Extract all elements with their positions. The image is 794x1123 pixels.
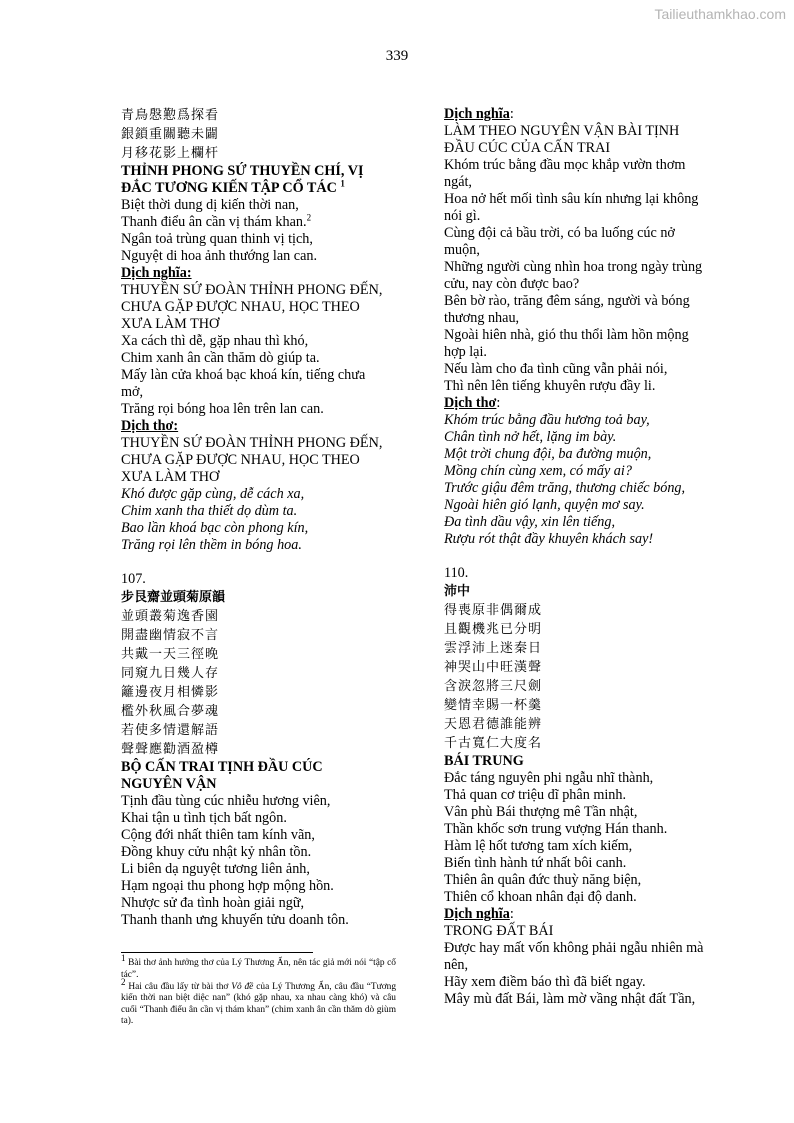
- han-line: 同窺九日幾人存: [121, 666, 220, 681]
- han-line: 若使多情還解語: [121, 723, 220, 738]
- poem-line: Ngân toả trùng quan thinh vị tịch,: [121, 231, 313, 247]
- footnote-marker: 2: [121, 976, 126, 987]
- verse-line: Khó được gặp cùng, dễ cách xa,: [121, 486, 305, 502]
- footnote-marker: 1: [121, 953, 126, 963]
- translation-line: Những người cùng nhìn hoa trong ngày trùng: [444, 259, 703, 275]
- poem-line: Vân phù Bái thượng mê Tần nhật,: [444, 804, 638, 820]
- translation-line: nên,: [444, 957, 469, 973]
- poem-number: 110.: [444, 565, 469, 581]
- poem-line-text: Thanh điểu ân cần vị thám khan.: [121, 214, 307, 230]
- poem-line: Hàm lệ hốt tương tam xích kiếm,: [444, 838, 633, 854]
- translation-line: ngát,: [444, 174, 472, 190]
- footnote-text: Hai câu đầu lấy từ bài thơ: [128, 982, 229, 993]
- translation-line: Khóm trúc bằng đầu mọc khắp vườn thơm: [444, 157, 686, 173]
- translation-line: nói gì.: [444, 208, 481, 224]
- spacer: [121, 554, 396, 571]
- translation-line: Cùng đội cả bầu trời, có ba luống cúc nở: [444, 225, 675, 241]
- translation-line: cửu, nay còn được bao?: [444, 276, 580, 292]
- verse-line: Trăng rọi lên thềm in bóng hoa.: [121, 537, 302, 553]
- han-line: 青鳥慇懃爲探看: [121, 108, 220, 123]
- poem-title-line: BỘ CẤN TRAI TỊNH ĐẦU CÚC: [121, 759, 323, 775]
- han-line: 並頭叢菊逸香園: [121, 609, 220, 624]
- translation-line: Ngoài hiên nhà, gió thu thổi làm hồn mộng: [444, 327, 689, 343]
- spacer: [444, 548, 746, 565]
- translation-line: muộn,: [444, 242, 480, 258]
- verse-line: Một trời chung đội, ba đường muộn,: [444, 446, 652, 462]
- translation-line: Chim xanh ân cần thăm dò giúp ta.: [121, 350, 320, 366]
- poem-line: Đồng khuy cửu nhật kỷ nhân tồn.: [121, 844, 312, 860]
- han-line: 雲浮沛上迷秦日: [444, 641, 543, 656]
- han-line: 含淚忽將三尺劍: [444, 679, 543, 694]
- poem-line: Đắc táng nguyên phi ngẫu nhĩ thành,: [444, 770, 654, 786]
- poem-line: Khai tận u tình tịch bất ngôn.: [121, 810, 287, 826]
- poem-line: Thần khốc sơn trung vượng Hán thanh.: [444, 821, 668, 837]
- han-title: 沛中: [444, 584, 471, 599]
- poem-line: Cộng đới nhất thiên tam kính vãn,: [121, 827, 315, 843]
- verse-line: Đa tình dầu vậy, xin lên tiếng,: [444, 514, 616, 530]
- translation-line: Mấy làn cửa khoá bạc khoá kín, tiếng chưa: [121, 367, 366, 383]
- translation-line: Bên bờ rào, trăng đêm sáng, người và bóng: [444, 293, 690, 309]
- han-line: 神哭山中旺漢聲: [444, 660, 543, 675]
- poem-title-line: BÁI TRUNG: [444, 753, 524, 769]
- han-title: 步艮齋並頭菊原韻: [121, 590, 226, 605]
- translation-title-line: TRONG ĐẤT BÁI: [444, 923, 554, 939]
- poem-line: Biến tình hành tứ nhất bôi canh.: [444, 855, 627, 871]
- verse-line: Mồng chín cùng xem, có mấy ai?: [444, 463, 632, 479]
- section-label-text: Dịch nghĩa: [444, 906, 510, 922]
- footnote-ref-1[interactable]: 1: [340, 178, 345, 189]
- section-label-text: Dịch nghĩa: [444, 106, 510, 122]
- translation-line: mở,: [121, 384, 144, 400]
- translation-line: thương nhau,: [444, 310, 520, 326]
- han-line: 聲聲應勸酒盈樽: [121, 742, 220, 757]
- han-line: 銀鎖重關聽未闢: [121, 127, 220, 142]
- translation-line: Thì nên lên tiếng khuyên rượu đầy li.: [444, 378, 656, 394]
- translation-line: Xa cách thì dễ, gặp nhau thì khó,: [121, 333, 309, 349]
- section-label-dich-nghia: [444, 906, 746, 923]
- translation-line: Hãy xem điềm báo thì đã biết ngay.: [444, 974, 646, 990]
- poem-line: Tịnh đầu tùng cúc nhiễu hương viên,: [121, 793, 331, 809]
- section-label-dich-nghia: Dịch nghĩa:: [121, 265, 192, 281]
- translation-title-line: CHƯA GẶP ĐƯỢC NHAU, HỌC THEO: [121, 299, 360, 315]
- han-line: 月移花影上欄杆: [121, 146, 220, 161]
- page-number: 339: [385, 48, 409, 64]
- label-colon: :: [496, 395, 501, 411]
- poem-line: Thanh thanh ưng khuyến tửu doanh tôn.: [121, 912, 349, 928]
- han-line: 開盡幽情寂不言: [121, 628, 220, 643]
- han-line: 千古寬仁大度名: [444, 736, 543, 751]
- verse-line: Chân tình nở hết, lặng im bày.: [444, 429, 617, 445]
- poem-line: Nhược sử đa tình hoàn giải ngữ,: [121, 895, 305, 911]
- footnote-ref-2[interactable]: 2: [306, 212, 312, 223]
- translation-line: Được hay mất vốn không phải ngẫu nhiên mà: [444, 940, 704, 956]
- han-line: 共戴一天三徑晚: [121, 647, 220, 662]
- poem-line: Thả quan cơ triệu dĩ phân minh.: [444, 787, 627, 803]
- label-colon: :: [509, 906, 514, 922]
- translation-line: Hoa nở hết mối tình sâu kín nhưng lại không: [444, 191, 699, 207]
- verse-line: Trước giậu đêm trăng, thương chiếc bóng,: [444, 480, 686, 496]
- han-line: 變情幸賜一杯羹: [444, 698, 543, 713]
- poem-line: Nguyệt di hoa ảnh thướng lan can.: [121, 248, 318, 264]
- poem-line: Li biên dạ nguyệt tương liên ảnh,: [121, 861, 310, 877]
- footnotes: [121, 953, 397, 1029]
- translation-line: Nếu làm cho đa tình cũng vẫn phải nói,: [444, 361, 668, 377]
- poem-title-line: NGUYÊN VẬN: [121, 776, 217, 792]
- translation-line: Trăng rọi bóng hoa lên trên lan can.: [121, 401, 324, 417]
- verse-title-line: THUYỀN SỨ ĐOÀN THỈNH PHONG ĐẾN,: [121, 435, 383, 451]
- poem-line: Thiên cổ khoan nhân đại độ danh.: [444, 889, 637, 905]
- poem-title-line: [121, 180, 396, 197]
- han-line: 且觀機兆已分明: [444, 622, 543, 637]
- footnote-text: của Lý Thương Ẩn, câu đầu “Tương kiến thời nan biệt diệc nan” (khó gặp nhau, xa nhau càng khó) và câu cuối “Thanh điểu ân cần vị thám khan” (chim xanh ân cần thăm dò giùm ta).: [121, 982, 397, 1027]
- verse-line: Rượu rót thật đầy khuyên khách say!: [444, 531, 654, 547]
- section-label-dich-tho: [444, 395, 746, 412]
- label-colon: :: [509, 106, 514, 122]
- verse-line: Chim xanh tha thiết dọ dùm ta.: [121, 503, 298, 519]
- translation-title-line: THUYỀN SỨ ĐOÀN THỈNH PHONG ĐẾN,: [121, 282, 383, 298]
- verse-title-line: XƯA LÀM THƠ: [121, 469, 220, 485]
- poem-line: Thiên ân quân đức thuỳ năng biện,: [444, 872, 642, 888]
- section-label-dich-nghia: [444, 106, 746, 123]
- translation-title-line: ĐẦU CÚC CỦA CẤN TRAI: [444, 140, 611, 156]
- left-column: [121, 106, 396, 929]
- footnote-rule: [121, 952, 313, 953]
- poem-title-line: THỈNH PHONG SỨ THUYỀN CHÍ, VỊ: [121, 163, 364, 179]
- right-column: [444, 106, 746, 1008]
- translation-line: hợp lại.: [444, 344, 487, 360]
- poem-title-text: ĐẮC TƯƠNG KIẾN TẬP CỔ TÁC: [121, 180, 337, 196]
- han-line: 得喪原非偶爾成: [444, 603, 543, 618]
- footnote-2: [121, 976, 397, 1028]
- footnote-cited-title: Vô đề: [231, 982, 254, 993]
- verse-line: Ngoài hiên gió lạnh, quyện mơ say.: [444, 497, 645, 513]
- section-label-text: Dịch thơ: [444, 395, 497, 411]
- verse-line: Khóm trúc bằng đầu hương toả bay,: [444, 412, 650, 428]
- poem-number: 107.: [121, 571, 146, 587]
- poem-line: Hạm ngoại thu phong hợp mộng hồn.: [121, 878, 334, 894]
- footnote-text: Bài thơ ảnh hưởng thơ của Lý Thương Ẩn, nên tác giả mới nói “tập cổ tác”.: [121, 958, 396, 980]
- translation-title-line: LÀM THEO NGUYÊN VẬN BÀI TỊNH: [444, 123, 680, 139]
- translation-line: Mây mù đất Bái, làm mờ vầng nhật đất Tần,: [444, 991, 696, 1007]
- verse-line: Bao lần khoá bạc còn phong kín,: [121, 520, 309, 536]
- han-line: 籬邊夜月相憐影: [121, 685, 220, 700]
- han-line: 檻外秋風合夢魂: [121, 704, 220, 719]
- poem-line: Biệt thời dung dị kiến thời nan,: [121, 197, 299, 213]
- poem-line: [121, 214, 396, 231]
- section-label-dich-tho: Dịch thơ:: [121, 418, 179, 434]
- translation-title-line: XƯA LÀM THƠ: [121, 316, 220, 332]
- verse-title-line: CHƯA GẶP ĐƯỢC NHAU, HỌC THEO: [121, 452, 360, 468]
- watermark: Tailieuthamkhao.com: [654, 6, 786, 22]
- footnote-1: [121, 953, 396, 981]
- han-line: 天恩君德誰能辨: [444, 717, 543, 732]
